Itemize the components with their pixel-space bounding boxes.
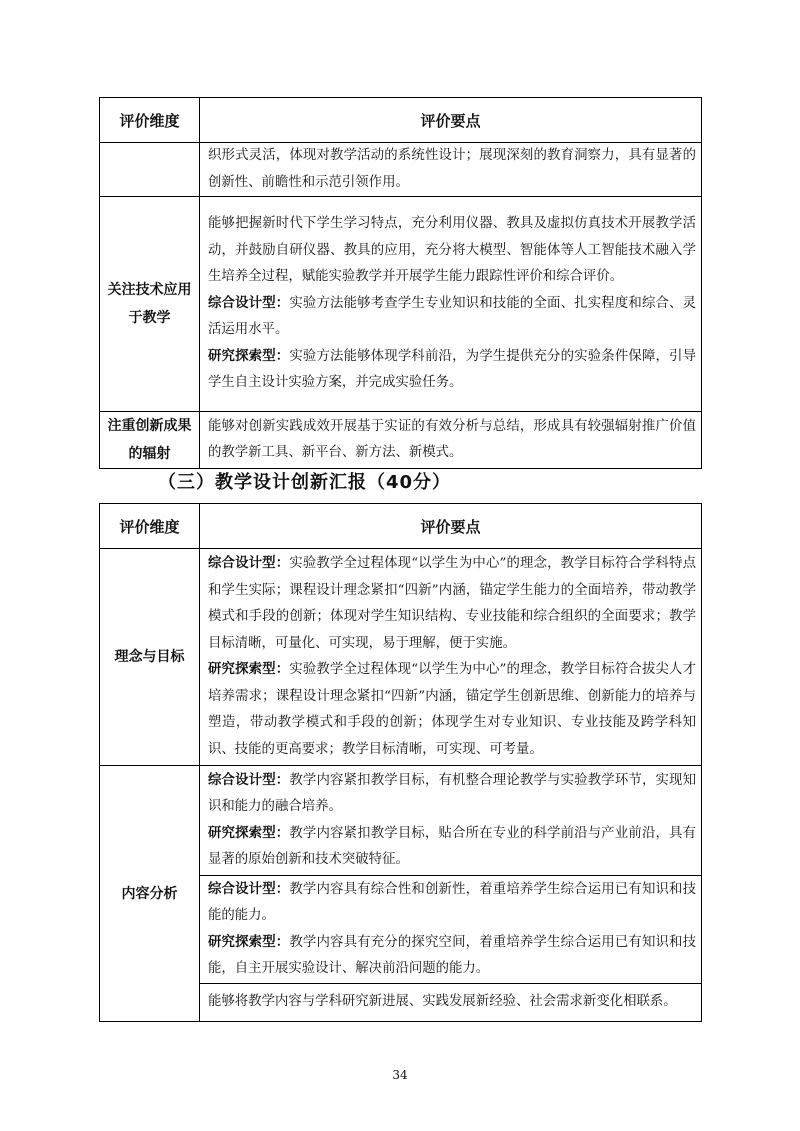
header-dimension: 评价维度 — [100, 504, 200, 549]
header-points: 评价要点 — [200, 98, 702, 143]
type-label: 研究探索型： — [208, 934, 290, 950]
row-points — [200, 412, 702, 469]
table-row — [100, 549, 702, 766]
evaluation-table-2 — [99, 503, 702, 1022]
table-header-row — [100, 504, 702, 549]
points-paragraph — [208, 291, 696, 344]
points-text: 实验教学全过程体现“以学生为中心”的理念，教学目标符合学科特点和学生实际；课程设计理念紧扣“四新”内涵，锚定学生能力的全面培养，带动教学模式和手段的创新；体现对学生知识结构、专业技能和综合组织的全面要求；教学目标清晰，可量化、可实现，易于理解，便于实施。 — [208, 556, 696, 651]
points-text: 实验教学全过程体现“以学生为中心”的理念，教学目标符合拔尖人才培养需求；课程设计理念紧扣“四新”内涵，锚定学生创新思维、创新能力的培养与塑造，带动教学模式和手段的创新；体现学生对专业知识、专业技能及跨学科知识、技能的更高要求；教学目标清晰，可实现、可考量。 — [208, 662, 696, 757]
row-points — [200, 197, 702, 412]
points-paragraph — [208, 551, 696, 657]
points-text: 教学内容紧扣教学目标，有机整合理论教学与实验教学环节，实现知识和能力的融合培养。 — [208, 772, 697, 814]
points-paragraph — [208, 657, 696, 763]
row-points — [200, 143, 702, 197]
table-row — [100, 143, 702, 197]
row-points — [200, 984, 702, 1022]
row-dimension: 注重创新成果的辐射 — [100, 412, 200, 469]
row-dimension: 内容分析 — [100, 766, 200, 1022]
row-points — [200, 766, 702, 876]
page-number: 34 — [392, 1068, 408, 1082]
table-row — [100, 412, 702, 469]
table-header-row — [100, 98, 702, 143]
section-heading: （三）教学设计创新汇报（40分） — [158, 472, 452, 493]
row-dimension: 关注技术应用于教学 — [100, 197, 200, 412]
type-label: 综合设计型： — [208, 556, 290, 571]
row-dimension: 理念与目标 — [100, 549, 200, 766]
points-text: 能够将教学内容与学科研究新进展、实践发展新经验、社会需求新变化相联系。 — [208, 994, 677, 1010]
type-label: 研究探索型： — [208, 662, 290, 677]
type-label: 综合设计型： — [208, 772, 290, 788]
points-paragraph — [208, 877, 696, 930]
table-row — [100, 766, 702, 876]
row-points — [200, 876, 702, 984]
table-row — [100, 197, 702, 412]
points-text: 能够把握新时代下学生学习特点，充分利用仪器、教具及虚拟仿真技术开展教学活动，并鼓励自研仪器、教具的应用，充分将大模型、智能体等人工智能技术融入学生培养全过程，赋能实验教学并开展学生能力跟踪性评价和综合评价。 — [208, 216, 696, 285]
points-text: 教学内容紧扣教学目标，贴合所在专业的科学前沿与产业前沿，具有显著的原始创新和技术突破特征。 — [208, 825, 697, 867]
points-text: 教学内容具有充分的探究空间，着重培养学生综合运用已有知识和技能，自主开展实验设计、解决前沿问题的能力。 — [208, 934, 697, 976]
row-dimension — [100, 143, 200, 197]
points-text: 教学内容具有综合性和创新性，着重培养学生综合运用已有知识和技能的能力。 — [208, 881, 697, 923]
type-label: 研究探索型： — [208, 348, 290, 364]
type-label: 综合设计型： — [208, 295, 290, 311]
points-text: 实验方法能够考查学生专业知识和技能的全面、扎实程度和综合、灵活运用水平。 — [208, 295, 697, 338]
type-label: 研究探索型： — [208, 825, 290, 841]
points-paragraph — [208, 768, 696, 821]
points-paragraph — [208, 344, 696, 397]
points-text: 织形式灵活，体现对教学活动的系统性设计；展现深刻的教育洞察力，具有显著的创新性、前瞻性和示范引领作用。 — [208, 148, 696, 190]
points-paragraph — [208, 821, 696, 874]
type-label: 综合设计型： — [208, 881, 290, 897]
row-points — [200, 549, 702, 766]
points-paragraph — [208, 930, 696, 983]
evaluation-table-1 — [99, 97, 702, 469]
points-text: 实验方法能够体现学科前沿，为学生提供充分的实验条件保障，引导学生自主设计实验方案，并完成实验任务。 — [208, 348, 697, 391]
header-dimension: 评价维度 — [100, 98, 200, 143]
points-text: 能够对创新实践成效开展基于实证的有效分析与总结，形成具有较强辐射推广价值的教学新工具、新平台、新方法、新模式。 — [208, 418, 696, 460]
header-points: 评价要点 — [200, 504, 702, 549]
